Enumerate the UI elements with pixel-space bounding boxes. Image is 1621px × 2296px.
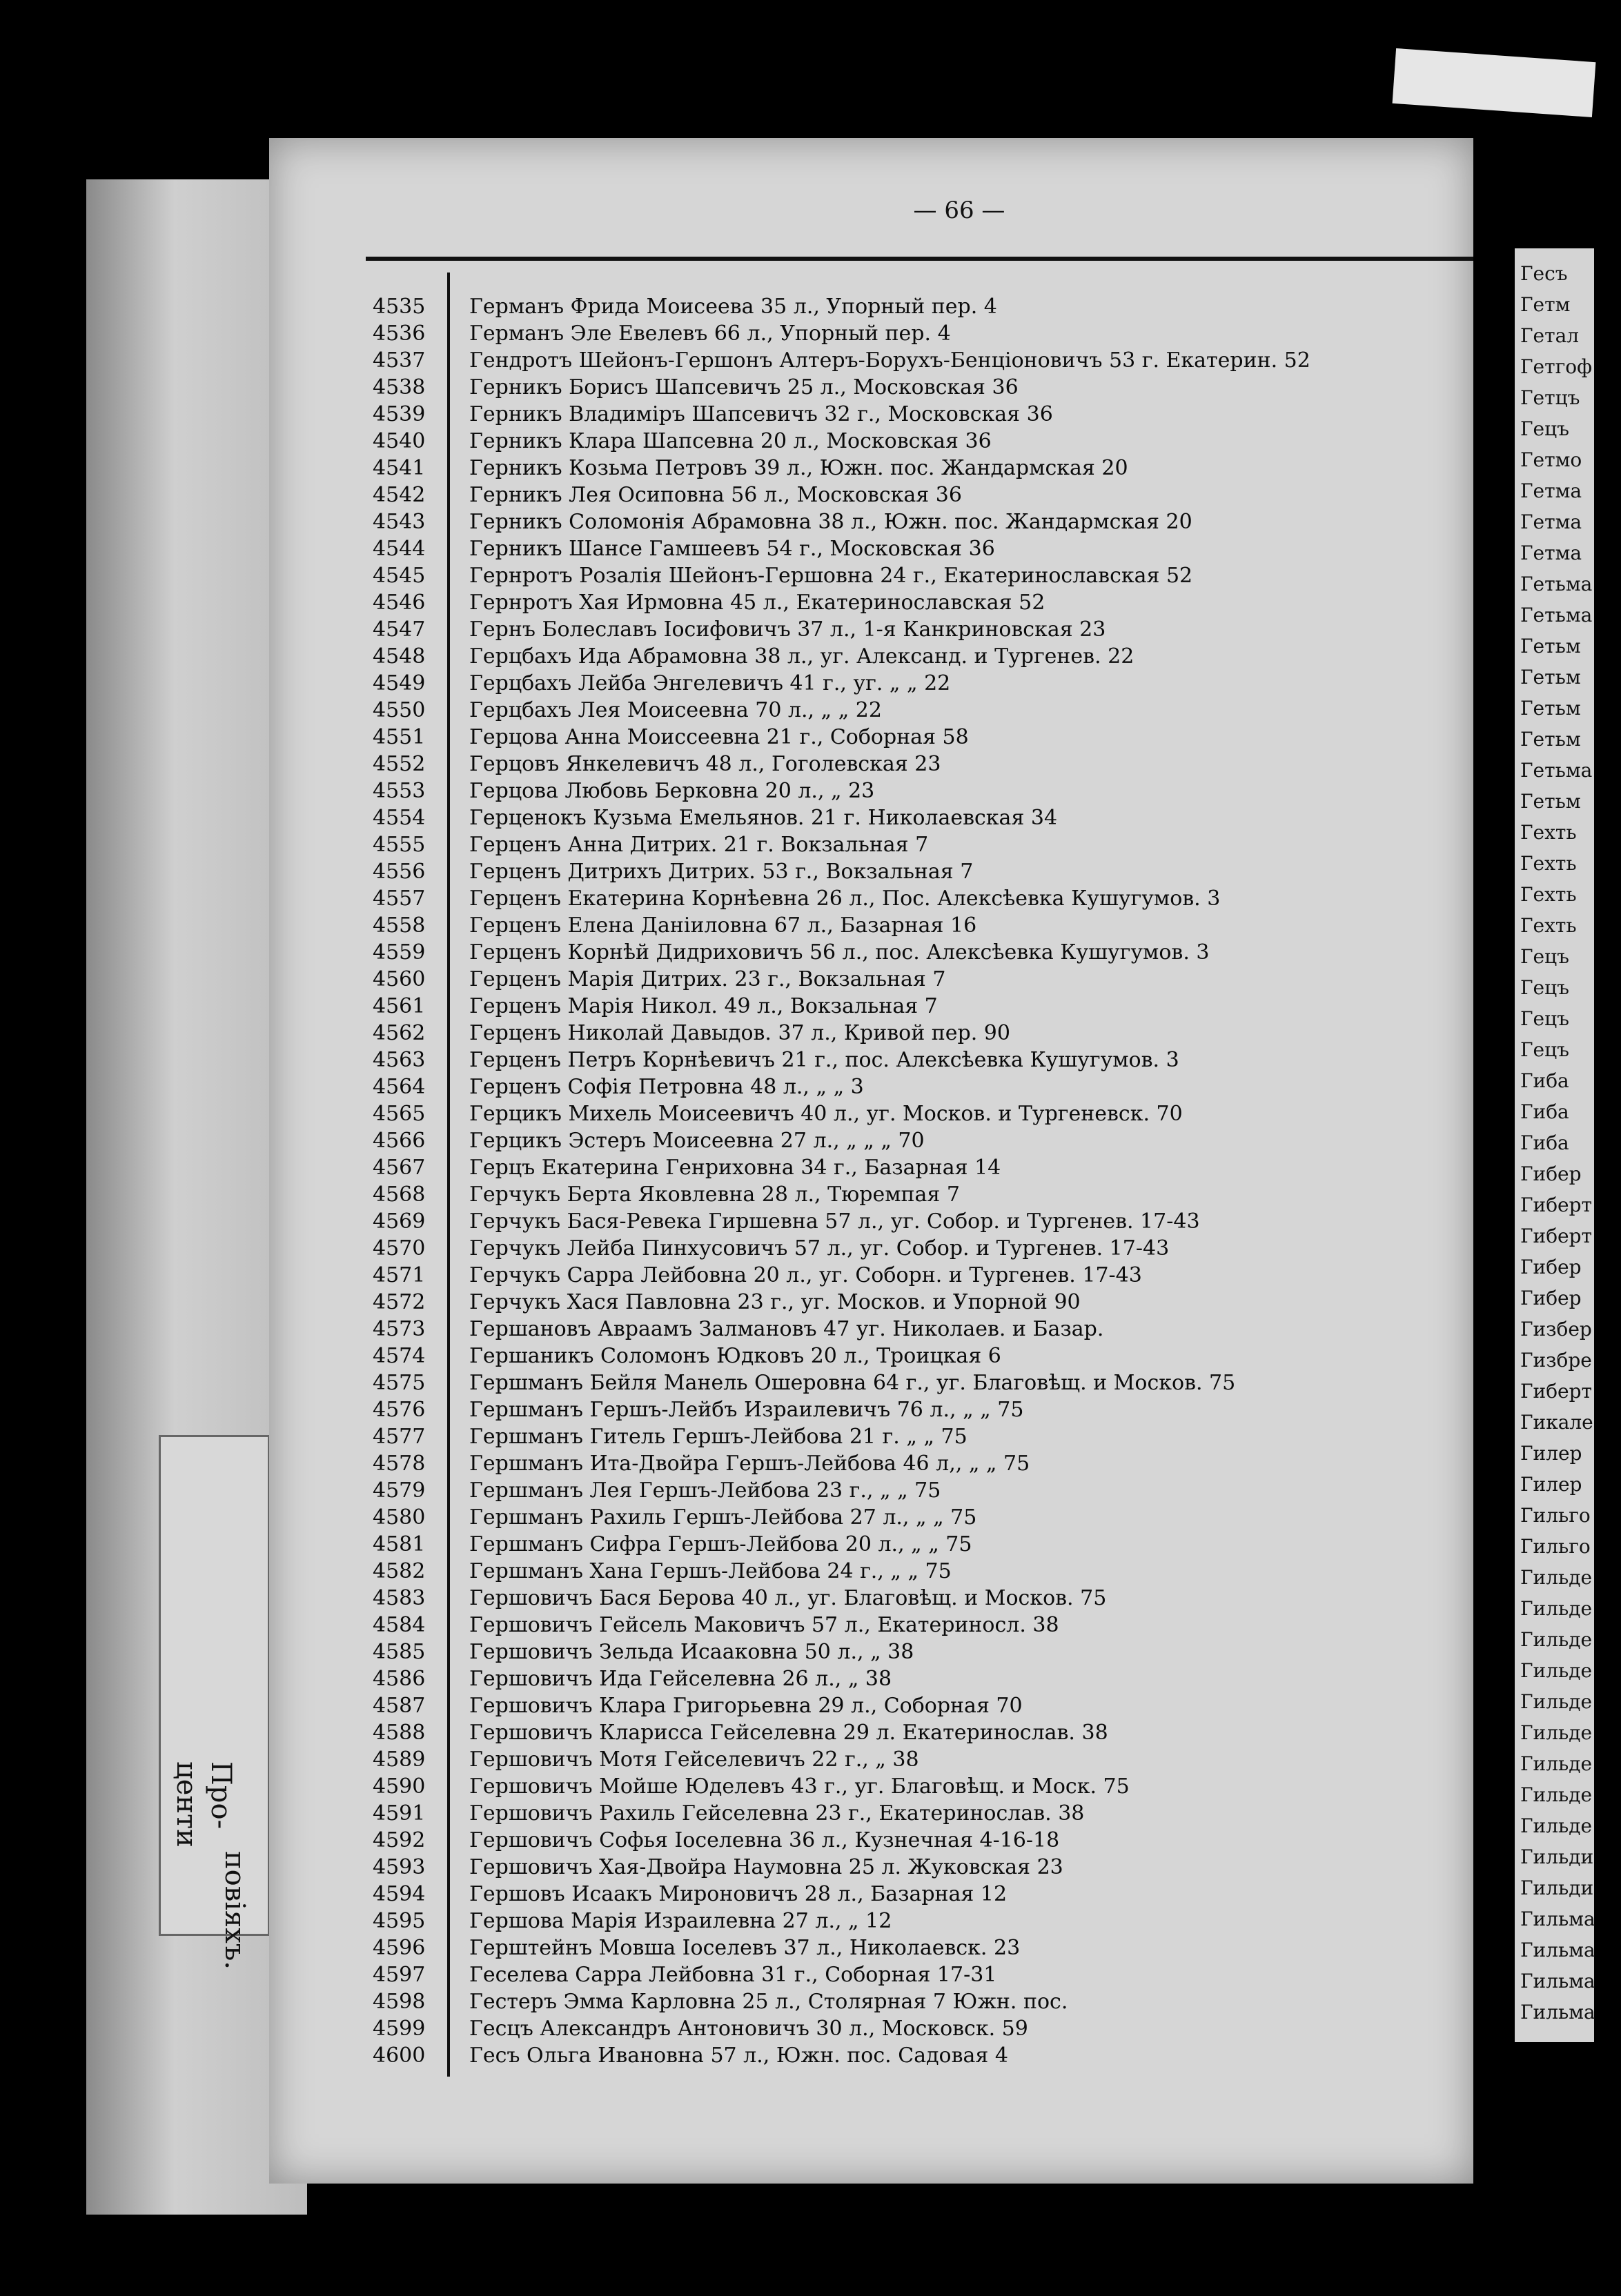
- entry-number: 4559: [373, 940, 426, 964]
- list-item: [373, 939, 1449, 966]
- entry-text: Герцикъ Эстеръ Моисеевна 27 л., „ „ „ 70: [469, 1129, 925, 1153]
- right-margin-name: Гильде: [1520, 1721, 1593, 1744]
- entry-text: Гершовичъ Мойше Юделевъ 43 г., уг. Благовѣщ. и Моск. 75: [469, 1774, 1130, 1799]
- entry-text: Гернротъ Хая Ирмовна 45 л., Екатеринославская 52: [469, 591, 1045, 615]
- entry-number: 4596: [373, 1936, 426, 1960]
- entry-number: 4568: [373, 1182, 426, 1207]
- right-margin-name: Гильма: [1520, 1970, 1595, 1992]
- entry-number: 4597: [373, 1963, 426, 1987]
- entry-number: 4540: [373, 429, 426, 453]
- entry-number: 4562: [373, 1021, 426, 1045]
- list-item: [373, 1881, 1449, 1908]
- entry-number: 4569: [373, 1209, 426, 1234]
- right-margin-name: Гизбер: [1520, 1318, 1592, 1340]
- entry-number: 4541: [373, 456, 426, 480]
- list-item: [373, 1746, 1449, 1773]
- entry-number: 4560: [373, 967, 426, 991]
- list-item: [373, 1289, 1449, 1316]
- entry-number: 4545: [373, 564, 426, 588]
- list-item: [373, 1477, 1449, 1504]
- entry-number: 4563: [373, 1048, 426, 1072]
- list-item: [373, 1773, 1449, 1800]
- entry-text: Герникъ Соломонія Абрамовна 38 л., Южн. пос. Жандармская 20: [469, 510, 1192, 534]
- entry-number: 4580: [373, 1505, 426, 1530]
- entry-text: Гершманъ Бейля Манель Ошеровна 64 г., уг. Благовѣщ. и Москов. 75: [469, 1371, 1236, 1395]
- list-item: [373, 401, 1449, 428]
- left-margin-text-1: Про-: [205, 1761, 237, 1830]
- list-item: [373, 831, 1449, 858]
- right-margin-name: Гетал: [1520, 324, 1580, 347]
- entry-number: 4536: [373, 321, 426, 346]
- entry-number: 4542: [373, 483, 426, 507]
- entry-number: 4566: [373, 1129, 426, 1153]
- entry-number: 4586: [373, 1667, 426, 1691]
- entry-text: Герценъ Петръ Корнѣевичъ 21 г., пос. Алексѣевка Кушугумов. 3: [469, 1048, 1179, 1072]
- entry-text: Герникъ Клара Шапсевна 20 л., Московская 36: [469, 429, 992, 453]
- entry-number: 4550: [373, 698, 426, 722]
- entry-text: Герчукъ Берта Яковлевна 28 л., Тюремпая 7: [469, 1182, 960, 1207]
- right-margin-name: Гецъ: [1520, 417, 1569, 440]
- entry-text: Герценъ Екатерина Корнѣевна 26 л., Пос. Алексѣевка Кушугумов. 3: [469, 887, 1221, 911]
- entry-text: Герникъ Владиміръ Шапсевичъ 32 г., Московская 36: [469, 402, 1053, 426]
- entry-number: 4590: [373, 1774, 426, 1799]
- right-page-strip: [1515, 248, 1594, 2042]
- entry-number: 4573: [373, 1317, 426, 1341]
- entry-number: 4593: [373, 1855, 426, 1879]
- entry-text: Гершманъ Сифра Гершъ-Лейбова 20 л., „ „ 75: [469, 1532, 972, 1556]
- entry-number: 4571: [373, 1263, 426, 1287]
- right-margin-name: Гильго: [1520, 1535, 1591, 1558]
- entry-text: Гершовичъ Софья Іоселевна 36 л., Кузнечная 4-16-18: [469, 1828, 1060, 1852]
- entry-number: 4577: [373, 1425, 426, 1449]
- list-item: [373, 751, 1449, 778]
- list-item: [373, 1719, 1449, 1746]
- directory-list: [373, 293, 1449, 2069]
- entry-number: 4543: [373, 510, 426, 534]
- entry-number: 4585: [373, 1640, 426, 1664]
- entry-text: Герчукъ Хася Павловна 23 г., уг. Москов. и Упорной 90: [469, 1290, 1081, 1314]
- list-item: [373, 1988, 1449, 2015]
- entry-number: 4584: [373, 1613, 426, 1637]
- entry-text: Герцовъ Янкелевичъ 48 л., Гоголевская 23: [469, 752, 941, 776]
- list-item: [373, 1423, 1449, 1450]
- entry-text: Гершановъ Авраамъ Залмановъ 47 уг. Николаев. и Базар.: [469, 1317, 1104, 1341]
- right-margin-name: Гиберт: [1520, 1194, 1593, 1216]
- right-margin-name: Гильди: [1520, 1845, 1594, 1868]
- entry-text: Герчукъ Бася-Ревека Гиршевна 57 л., уг. Собор. и Тургенев. 17-43: [469, 1209, 1200, 1234]
- entry-text: Герцбахъ Лея Моисеевна 70 л., „ „ 22: [469, 698, 882, 722]
- entry-number: 4564: [373, 1075, 426, 1099]
- entry-text: Гершовъ Исаакъ Мироновичъ 28 л., Базарная 12: [469, 1882, 1008, 1906]
- list-item: [373, 1396, 1449, 1423]
- list-item: [373, 670, 1449, 697]
- list-item: [373, 2042, 1449, 2069]
- list-item: [373, 482, 1449, 508]
- list-item: [373, 562, 1449, 589]
- entry-text: Герценъ Корнѣй Дидриховичъ 56 л., пос. Алексѣевка Кушугумов. 3: [469, 940, 1210, 964]
- entry-number: 4567: [373, 1156, 426, 1180]
- entry-number: 4578: [373, 1452, 426, 1476]
- entry-text: Герчукъ Лейба Пинхусовичъ 57 л., уг. Собор. и Тургенев. 17-43: [469, 1236, 1170, 1260]
- right-margin-name: Гильма: [1520, 1939, 1595, 1961]
- list-item: [373, 293, 1449, 320]
- entry-number: 4600: [373, 2043, 426, 2068]
- entry-number: 4565: [373, 1102, 426, 1126]
- entry-text: Гершманъ Хана Гершъ-Лейбова 24 г., „ „ 75: [469, 1559, 952, 1583]
- list-item: [373, 535, 1449, 562]
- right-margin-name: Гильде: [1520, 1566, 1593, 1589]
- right-margin-name: Гилер: [1520, 1473, 1582, 1496]
- entry-text: Герцова Анна Моиссеевна 21 г., Соборная 58: [469, 725, 969, 749]
- entry-number: 4561: [373, 994, 426, 1018]
- entry-text: Герцбахъ Ида Абрамовна 38 л., уг. Александ. и Тургенев. 22: [469, 644, 1134, 669]
- right-margin-name: Гехть: [1520, 914, 1577, 937]
- entry-number: 4535: [373, 295, 426, 319]
- entry-text: Гершманъ Лея Гершъ-Лейбова 23 г., „ „ 75: [469, 1478, 941, 1503]
- entry-number: 4589: [373, 1748, 426, 1772]
- entry-number: 4558: [373, 913, 426, 938]
- right-margin-name: Гехть: [1520, 821, 1577, 844]
- list-item: [373, 1208, 1449, 1235]
- entry-number: 4570: [373, 1236, 426, 1260]
- list-item: [373, 1827, 1449, 1854]
- list-item: [373, 1531, 1449, 1558]
- entry-text: Герцъ Екатерина Генриховна 34 г., Базарная 14: [469, 1156, 1001, 1180]
- list-item: [373, 1665, 1449, 1692]
- list-item: [373, 1127, 1449, 1154]
- list-item: [373, 1800, 1449, 1827]
- entry-text: Герцбахъ Лейба Энгелевичъ 41 г., уг. „ „ 22: [469, 671, 951, 695]
- list-item: [373, 1181, 1449, 1208]
- list-item: [373, 697, 1449, 724]
- right-margin-name: Гецъ: [1520, 1007, 1569, 1030]
- right-margin-name: Гильма: [1520, 1908, 1595, 1930]
- entry-number: 4537: [373, 348, 426, 373]
- entry-number: 4551: [373, 725, 426, 749]
- entry-number: 4572: [373, 1290, 426, 1314]
- right-margin-name: Гилер: [1520, 1442, 1582, 1465]
- list-item: [373, 1154, 1449, 1181]
- entry-text: Гершовичъ Мотя Гейселевичъ 22 г., „ 38: [469, 1748, 919, 1772]
- right-margin-name: Гетьм: [1520, 697, 1581, 720]
- list-item: [373, 724, 1449, 751]
- entry-text: Гершовичъ Бася Берова 40 л., уг. Благовѣщ. и Москов. 75: [469, 1586, 1107, 1610]
- entry-text: Гершовичъ Клара Григорьевна 29 л., Соборная 70: [469, 1694, 1023, 1718]
- right-margin-name: Гетцъ: [1520, 386, 1580, 409]
- entry-text: Гершовичъ Зельда Исааковна 50 л., „ 38: [469, 1640, 914, 1664]
- right-margin-name: Гильде: [1520, 1752, 1593, 1775]
- entry-number: 4552: [373, 752, 426, 776]
- list-item: [373, 966, 1449, 993]
- entry-text: Гершовичъ Кларисса Гейселевна 29 л. Екатеринослав. 38: [469, 1721, 1108, 1745]
- right-margin-name: Гильде: [1520, 1659, 1593, 1682]
- right-margin-name: Гибер: [1520, 1287, 1582, 1309]
- right-margin-name: Гетьм: [1520, 790, 1581, 813]
- entry-text: Гершаникъ Соломонъ Юдковъ 20 л., Троицкая 6: [469, 1344, 1001, 1368]
- right-margin-name: Гетгоф: [1520, 355, 1593, 378]
- right-margin-name: Гецъ: [1520, 1038, 1569, 1061]
- right-margin-name: Гиба: [1520, 1069, 1569, 1092]
- entry-text: Герценъ Елена Даніиловна 67 л., Базарная 16: [469, 913, 977, 938]
- right-margin-name: Гетьм: [1520, 728, 1581, 751]
- entry-number: 4595: [373, 1909, 426, 1933]
- entry-text: Герштейнъ Мовша Іоселевъ 37 л., Николаевск. 23: [469, 1936, 1021, 1960]
- list-item: [373, 778, 1449, 804]
- header-rule: [366, 257, 1473, 261]
- right-margin-name: Гецъ: [1520, 976, 1569, 999]
- list-item: [373, 589, 1449, 616]
- entry-text: Гестеръ Эмма Карловна 25 л., Столярная 7 Южн. пос.: [469, 1990, 1068, 2014]
- list-item: [373, 1073, 1449, 1100]
- entry-number: 4575: [373, 1371, 426, 1395]
- entry-number: 4581: [373, 1532, 426, 1556]
- entry-text: Гершманъ Гершъ-Лейбъ Израилевичъ 76 л., „ „ 75: [469, 1398, 1024, 1422]
- entry-text: Герценъ Николай Давыдов. 37 л., Кривой пер. 90: [469, 1021, 1010, 1045]
- entry-number: 4576: [373, 1398, 426, 1422]
- right-margin-name: Гибер: [1520, 1256, 1582, 1278]
- entry-text: Германъ Эле Евелевъ 66 л., Упорный пер. 4: [469, 321, 951, 346]
- list-item: [373, 912, 1449, 939]
- list-item: [373, 804, 1449, 831]
- entry-number: 4556: [373, 860, 426, 884]
- right-margin-name: Гильде: [1520, 1814, 1593, 1837]
- right-margin-name: Гетма: [1520, 479, 1582, 502]
- entry-number: 4544: [373, 537, 426, 561]
- entry-number: 4587: [373, 1694, 426, 1718]
- right-margin-name: Гетма: [1520, 542, 1582, 564]
- list-item: [373, 1316, 1449, 1343]
- entry-text: Гершовичъ Рахиль Гейселевна 23 г., Екатеринослав. 38: [469, 1801, 1085, 1825]
- right-margin-name: Гильди: [1520, 1877, 1594, 1899]
- entry-text: Герникъ Борисъ Шапсевичъ 25 л., Московская 36: [469, 375, 1019, 399]
- list-item: [373, 1262, 1449, 1289]
- list-item: [373, 347, 1449, 374]
- right-margin-name: Гетьма: [1520, 604, 1593, 626]
- entry-text: Герчукъ Сарра Лейбовна 20 л., уг. Соборн. и Тургенев. 17-43: [469, 1263, 1142, 1287]
- right-margin-name: Гикале: [1520, 1411, 1593, 1434]
- entry-text: Герцова Любовь Берковна 20 л., „ 23: [469, 779, 875, 803]
- entry-number: 4592: [373, 1828, 426, 1852]
- list-item: [373, 1934, 1449, 1961]
- right-margin-name: Гизбре: [1520, 1349, 1592, 1372]
- entry-text: Гернъ Болеславъ Іосифовичъ 37 л., 1-я Канкриновская 23: [469, 617, 1106, 642]
- entry-number: 4554: [373, 806, 426, 830]
- list-item: [373, 643, 1449, 670]
- entry-text: Герникъ Шансе Гамшеевъ 54 г., Московская 36: [469, 537, 995, 561]
- entry-text: Геселева Сарра Лейбовна 31 г., Соборная 17-31: [469, 1963, 997, 1987]
- entry-number: 4555: [373, 833, 426, 857]
- list-item: [373, 616, 1449, 643]
- entry-text: Гендротъ Шейонъ-Гершонъ Алтеръ-Борухъ-Бенціоновичъ 53 г. Екатерин. 52: [469, 348, 1310, 373]
- entry-text: Герценъ Дитрихъ Дитрих. 53 г., Вокзальная 7: [469, 860, 974, 884]
- left-ledger-fragment: [159, 1435, 270, 1970]
- list-item: [373, 374, 1449, 401]
- list-item: [373, 858, 1449, 885]
- list-item: [373, 1020, 1449, 1047]
- right-margin-name: Гесъ: [1520, 262, 1568, 285]
- entry-number: 4599: [373, 2017, 426, 2041]
- entry-number: 4547: [373, 617, 426, 642]
- list-item: [373, 993, 1449, 1020]
- entry-number: 4539: [373, 402, 426, 426]
- entry-text: Герценъ Марія Дитрих. 23 г., Вокзальная 7: [469, 967, 946, 991]
- right-margin-name: Гетм: [1520, 293, 1571, 316]
- right-margin-name: Гиба: [1520, 1131, 1569, 1154]
- entry-text: Гершманъ Рахиль Гершъ-Лейбова 27 л., „ „ 75: [469, 1505, 977, 1530]
- right-margin-name: Гильде: [1520, 1628, 1593, 1651]
- list-item: [373, 1504, 1449, 1531]
- entry-text: Герценъ Анна Дитрих. 21 г. Вокзальная 7: [469, 833, 929, 857]
- entry-text: Гершова Марія Израилевна 27 л., „ 12: [469, 1909, 892, 1933]
- right-margin-name: Гильде: [1520, 1783, 1593, 1806]
- entry-text: Гершманъ Ита-Двойра Гершъ-Лейбова 46 л,, „ „ 75: [469, 1452, 1030, 1476]
- right-margin-name: Гильго: [1520, 1504, 1591, 1527]
- entry-text: Гершовичъ Гейсель Маковичъ 57 л., Екатериносл. 38: [469, 1613, 1059, 1637]
- list-item: [373, 320, 1449, 347]
- entry-number: 4574: [373, 1344, 426, 1368]
- entry-text: Герцикъ Михель Моисеевичъ 40 л., уг. Москов. и Тургеневск. 70: [469, 1102, 1183, 1126]
- entry-number: 4588: [373, 1721, 426, 1745]
- entry-text: Гершовичъ Ида Гейселевна 26 л., „ 38: [469, 1667, 892, 1691]
- page-number: — 66 —: [913, 197, 1005, 224]
- entry-number: 4598: [373, 1990, 426, 2014]
- entry-text: Герникъ Козьма Петровъ 39 л., Южн. пос. Жандармская 20: [469, 456, 1128, 480]
- list-item: [373, 1961, 1449, 1988]
- entry-number: 4553: [373, 779, 426, 803]
- right-margin-name: Гецъ: [1520, 945, 1569, 968]
- list-item: [373, 1558, 1449, 1585]
- entry-text: Герценокъ Кузьма Емельянов. 21 г. Николаевская 34: [469, 806, 1058, 830]
- right-paper-tab: [1393, 48, 1596, 117]
- entry-number: 4557: [373, 887, 426, 911]
- entry-text: Герценъ Марія Никол. 49 л., Вокзальная 7: [469, 994, 938, 1018]
- right-margin-name: Гетьм: [1520, 635, 1581, 657]
- list-item: [373, 1343, 1449, 1369]
- list-item: [373, 1585, 1449, 1612]
- right-margin-name: Гетмо: [1520, 448, 1582, 471]
- right-margin-name: Гетьм: [1520, 666, 1581, 689]
- entry-text: Гесъ Ольга Ивановна 57 л., Южн. пос. Садовая 4: [469, 2043, 1008, 2068]
- list-item: [373, 508, 1449, 535]
- entry-text: Германъ Фрида Моисеева 35 л., Упорный пер. 4: [469, 295, 997, 319]
- list-item: [373, 1047, 1449, 1073]
- list-item: [373, 1908, 1449, 1934]
- entry-text: Гесцъ Александръ Антоновичъ 30 л., Московск. 59: [469, 2017, 1028, 2041]
- entry-number: 4579: [373, 1478, 426, 1503]
- right-margin-name: Гильде: [1520, 1597, 1593, 1620]
- right-margin-name: Гетьма: [1520, 573, 1593, 595]
- left-margin-text-3: повіяхъ.: [219, 1851, 250, 1970]
- list-item: [373, 1450, 1449, 1477]
- list-item: [373, 1612, 1449, 1639]
- right-margin-name: Гильма: [1520, 2001, 1595, 2023]
- right-margin-name: Гехть: [1520, 852, 1577, 875]
- right-margin-name: Гибер: [1520, 1162, 1582, 1185]
- list-item: [373, 1235, 1449, 1262]
- entry-number: 4582: [373, 1559, 426, 1583]
- list-item: [373, 1692, 1449, 1719]
- left-margin-text-2: центи: [170, 1761, 202, 1848]
- list-item: [373, 1639, 1449, 1665]
- entry-number: 4546: [373, 591, 426, 615]
- right-margin-name: Гильде: [1520, 1690, 1593, 1713]
- list-item: [373, 2015, 1449, 2042]
- entry-text: Герценъ Софія Петровна 48 л., „ „ 3: [469, 1075, 864, 1099]
- entry-text: Герникъ Лея Осиповна 56 л., Московская 36: [469, 483, 962, 507]
- list-item: [373, 1854, 1449, 1881]
- right-margin-name: Гиберт: [1520, 1225, 1593, 1247]
- entry-text: Гершовичъ Хая-Двойра Наумовна 25 л. Жуковская 23: [469, 1855, 1063, 1879]
- list-item: [373, 428, 1449, 455]
- list-item: [373, 885, 1449, 912]
- entry-number: 4583: [373, 1586, 426, 1610]
- entry-number: 4549: [373, 671, 426, 695]
- right-margin-name: Гиба: [1520, 1100, 1569, 1123]
- right-margin-name: Гехть: [1520, 883, 1577, 906]
- entry-number: 4548: [373, 644, 426, 669]
- right-margin-name: Гетма: [1520, 511, 1582, 533]
- right-margin-name: Гетьма: [1520, 759, 1593, 782]
- entry-number: 4538: [373, 375, 426, 399]
- entry-number: 4594: [373, 1882, 426, 1906]
- entry-text: Гершманъ Гитель Гершъ-Лейбова 21 г. „ „ 75: [469, 1425, 967, 1449]
- right-margin-name: Гиберт: [1520, 1380, 1593, 1403]
- list-item: [373, 455, 1449, 482]
- entry-number: 4591: [373, 1801, 426, 1825]
- entry-text: Гернротъ Розалія Шейонъ-Гершовна 24 г., Екатеринославская 52: [469, 564, 1193, 588]
- list-item: [373, 1100, 1449, 1127]
- list-item: [373, 1369, 1449, 1396]
